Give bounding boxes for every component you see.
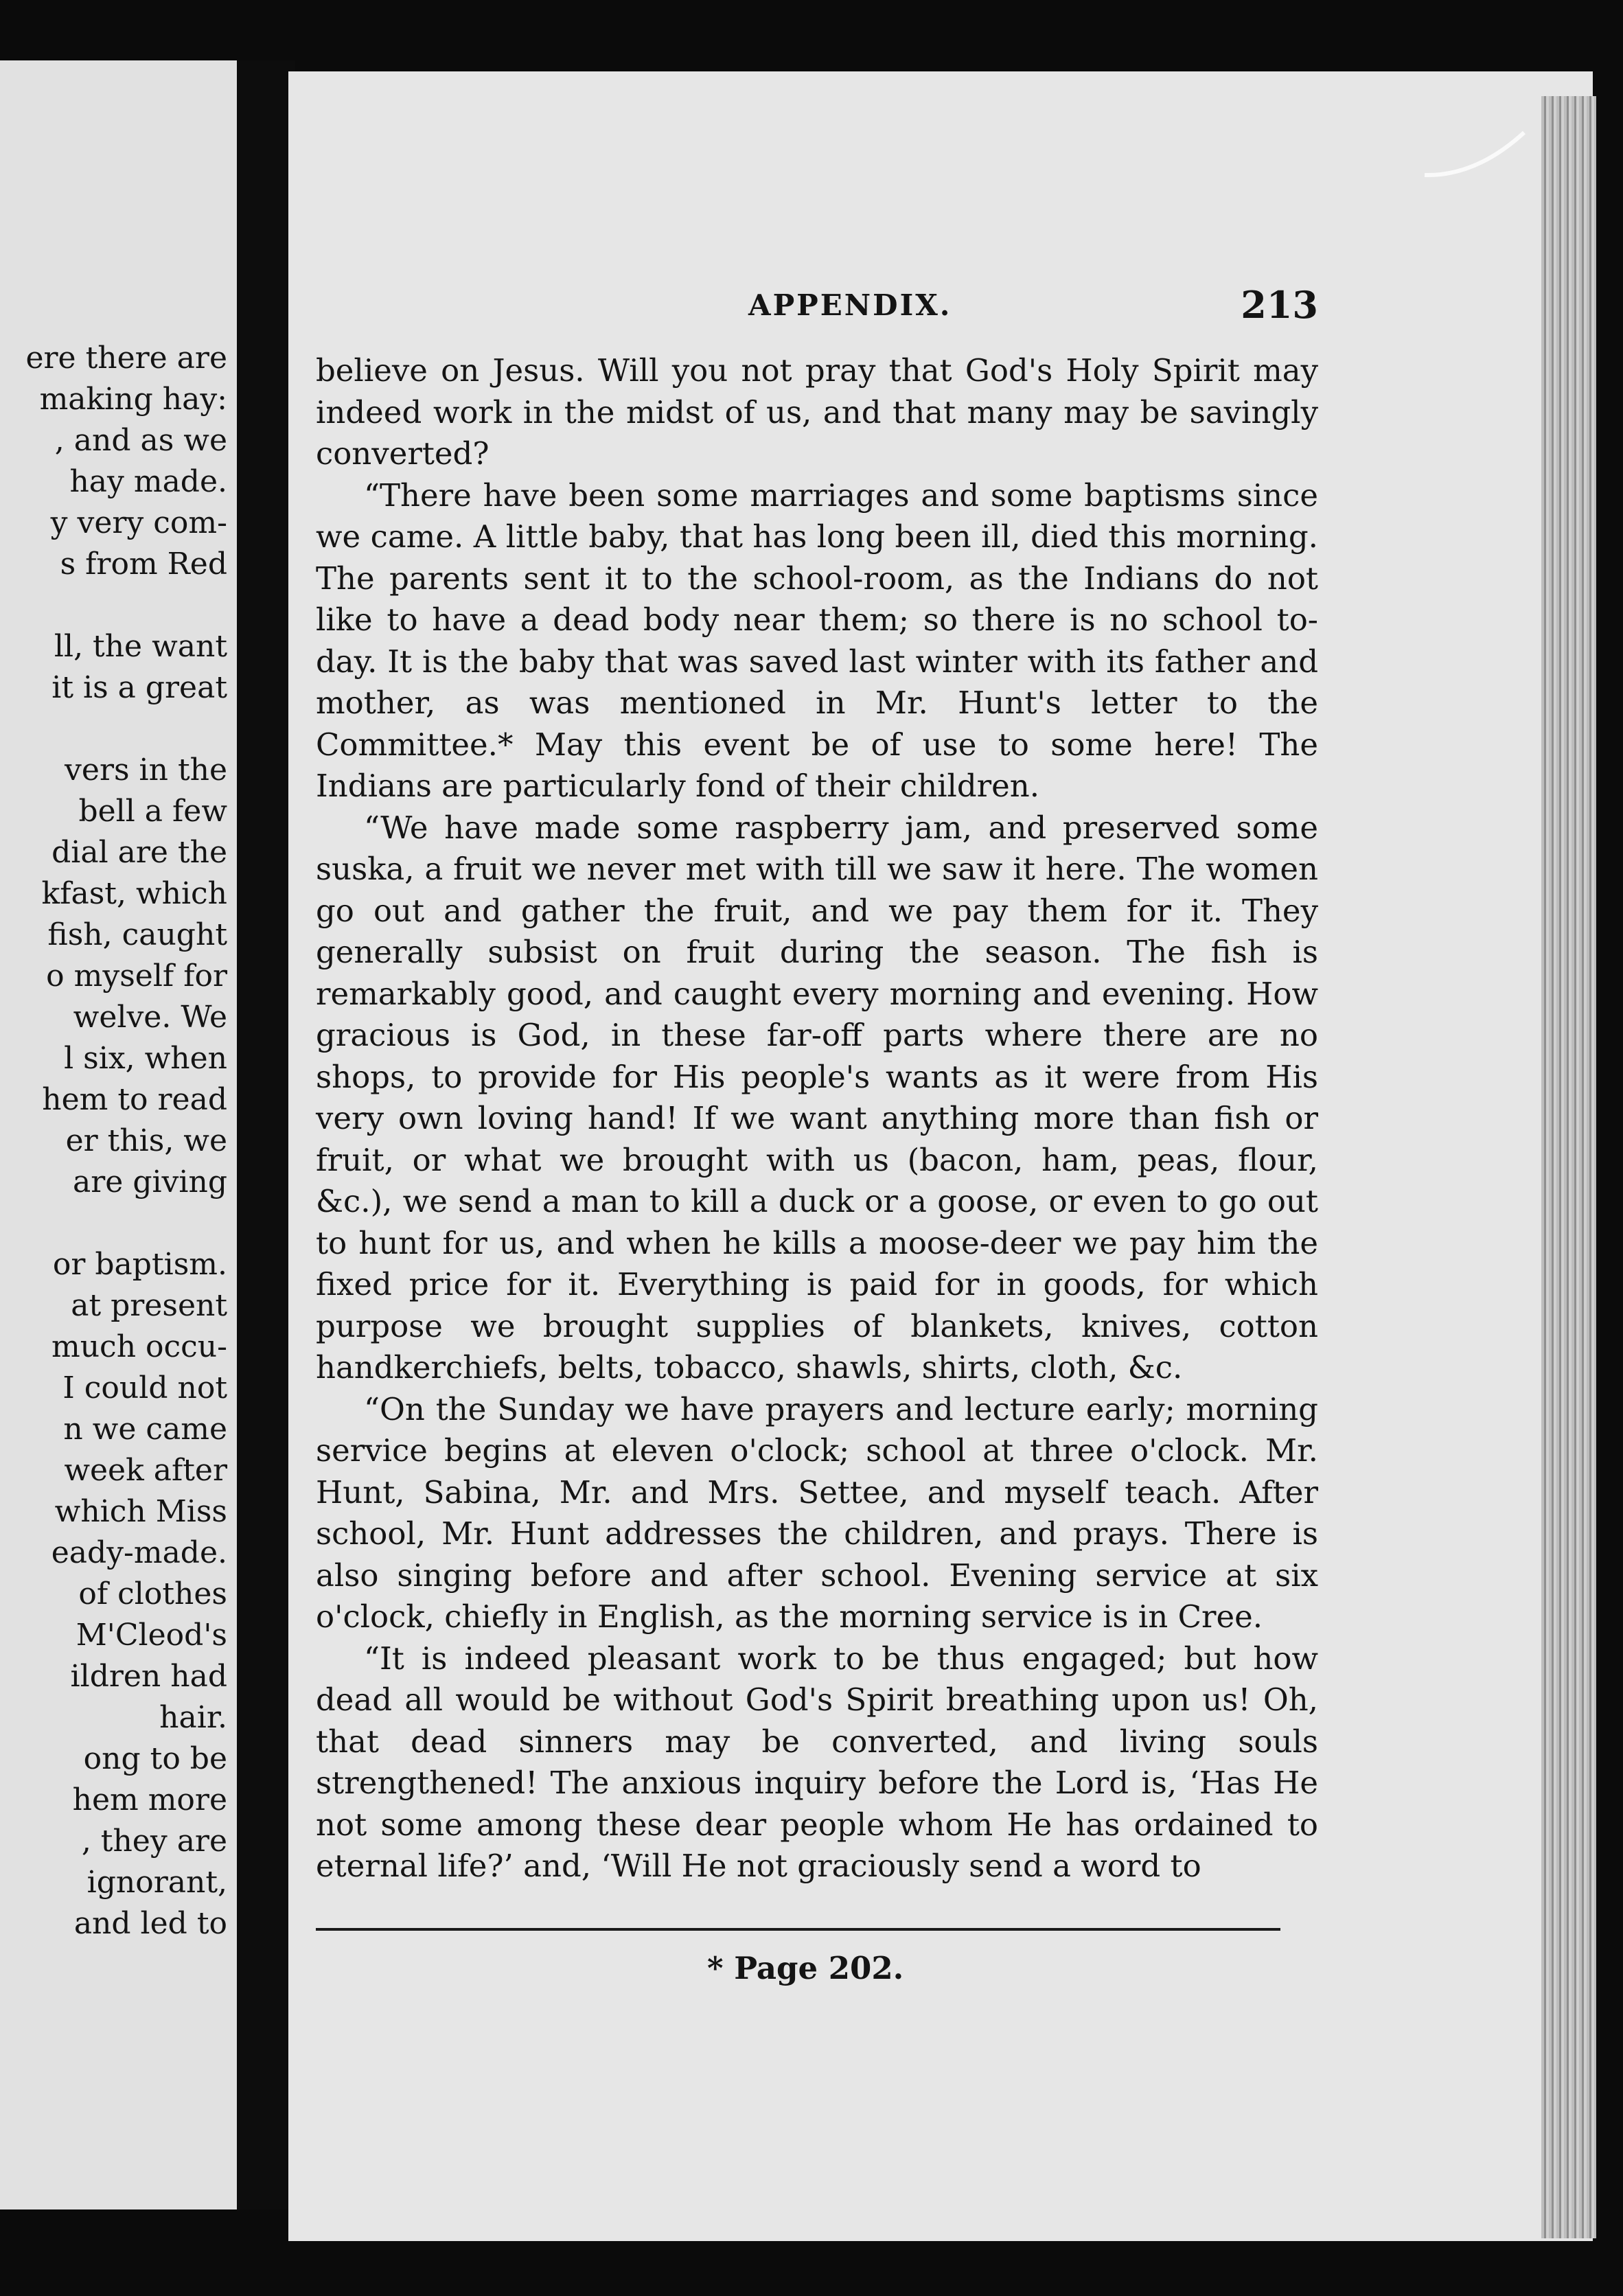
- paragraph: “It is indeed pleasant work to be thus engaged; but how dead all would be without God's Spirit breathing upon us! Oh, that dead sinners may be converted, and living souls strengthened! The anxious inquiry before the Lord is, ‘Has He not some among these dear people whom He has ordained to eternal life?’ and, ‘Will He not graciously send a word to: [316, 1640, 1318, 1884]
- footnote-rule: [316, 1928, 1280, 1931]
- book-gutter: [237, 60, 295, 2209]
- left-line: bell a few: [78, 794, 227, 829]
- left-line: at present: [71, 1288, 227, 1323]
- paragraph: “We have made some raspberry jam, and preserved some suska, a fruit we never met with till we saw it here. The women go out and gather the fruit, and we pay them for it. They generally subsist on fruit during the season. The fish is remarkably good, and caught every morning and evening. How gracious is God, in these far-off parts where there are no shops, to provide for His people's wants as it were from His very own loving hand! If we want anything more than fish or fruit, or what we brought with us (bacon, ham, peas, flour, &c.), we send a man to kill a duck or a goose, or even to go out to hunt for us, and when he kills a moose-deer we pay him the fixed price for it. Everything is paid for in goods, for which purpose we brought supplies of blankets, knives, cotton handkerchiefs, belts, tobacco, shawls, shirts, cloth, &c.: [316, 809, 1318, 1386]
- left-line: eady-made.: [51, 1535, 227, 1570]
- footnote: * Page 202.: [707, 1950, 904, 1986]
- left-line: y very com-: [50, 505, 227, 540]
- left-line: of clothes: [78, 1576, 227, 1611]
- left-line: kfast, which: [41, 876, 227, 911]
- left-line: vers in the: [65, 753, 227, 788]
- left-line: s from Red: [60, 547, 227, 582]
- left-line: which Miss: [54, 1494, 227, 1529]
- left-line: ong to be: [83, 1741, 227, 1776]
- paragraph: “On the Sunday we have prayers and lecture early; morning service begins at eleven o'clock; school at three o'clock. Mr. Hunt, Sabina, Mr. and Mrs. Settee, and myself teach. After school, Mr. Hunt addresses the children, and prays. There is also singing before and after school. Evening service at six o'clock, chiefly in English, as the morning service is in Cree.: [316, 1390, 1318, 1635]
- page-header: [288, 283, 1318, 336]
- page-body: [316, 350, 1318, 1887]
- left-line: n we came: [63, 1412, 227, 1447]
- left-line: week after: [64, 1453, 227, 1488]
- corner-scratch-mark: [1421, 127, 1531, 182]
- left-line: l six, when: [64, 1041, 227, 1076]
- left-line: hem more: [72, 1782, 227, 1817]
- left-line: , and as we: [54, 423, 227, 458]
- paragraph: “There have been some marriages and some baptisms since we came. A little baby, that has long been ill, died this morning. The parents sent it to the school-room, as the Indians do not like to have a dead body near them; so there is no school to-day. It is the baby that was saved last winter with its father and mother, as was mentioned in Mr. Hunt's letter to the Committee.* May this event be of use to some here! The Indians are particularly fond of their children.: [316, 477, 1318, 804]
- left-line: ignorant,: [87, 1865, 227, 1900]
- left-line: hair.: [159, 1700, 227, 1735]
- left-line: ere there are: [25, 341, 227, 376]
- left-line: and led to: [73, 1906, 227, 1941]
- left-line: making hay:: [39, 382, 227, 417]
- running-head: APPENDIX.: [748, 288, 952, 322]
- left-line: hem to read: [42, 1082, 227, 1117]
- page-edges: [1541, 96, 1596, 2238]
- page-number: 213: [1241, 283, 1318, 327]
- left-line: , they are: [81, 1824, 227, 1859]
- left-page: [0, 60, 237, 2209]
- left-line: dial are the: [51, 835, 227, 870]
- left-line: it is a great: [51, 670, 227, 705]
- left-line: much occu-: [51, 1329, 227, 1364]
- left-line: I could not: [62, 1370, 227, 1405]
- paragraph: believe on Jesus. Will you not pray that God's Holy Spirit may indeed work in the midst of us, and that many may be savingly converted?: [316, 352, 1318, 472]
- left-line: o myself for: [46, 958, 227, 994]
- left-line: ll, the want: [54, 629, 227, 664]
- left-line: or baptism.: [52, 1247, 227, 1282]
- left-line: are giving: [73, 1164, 227, 1199]
- left-line: M'Cleod's: [76, 1618, 227, 1653]
- left-line: fish, caught: [47, 917, 227, 952]
- left-line: hay made.: [69, 464, 227, 499]
- left-line: welve. We: [73, 1000, 227, 1035]
- left-line: er this, we: [65, 1123, 227, 1158]
- left-line: ildren had: [70, 1659, 227, 1694]
